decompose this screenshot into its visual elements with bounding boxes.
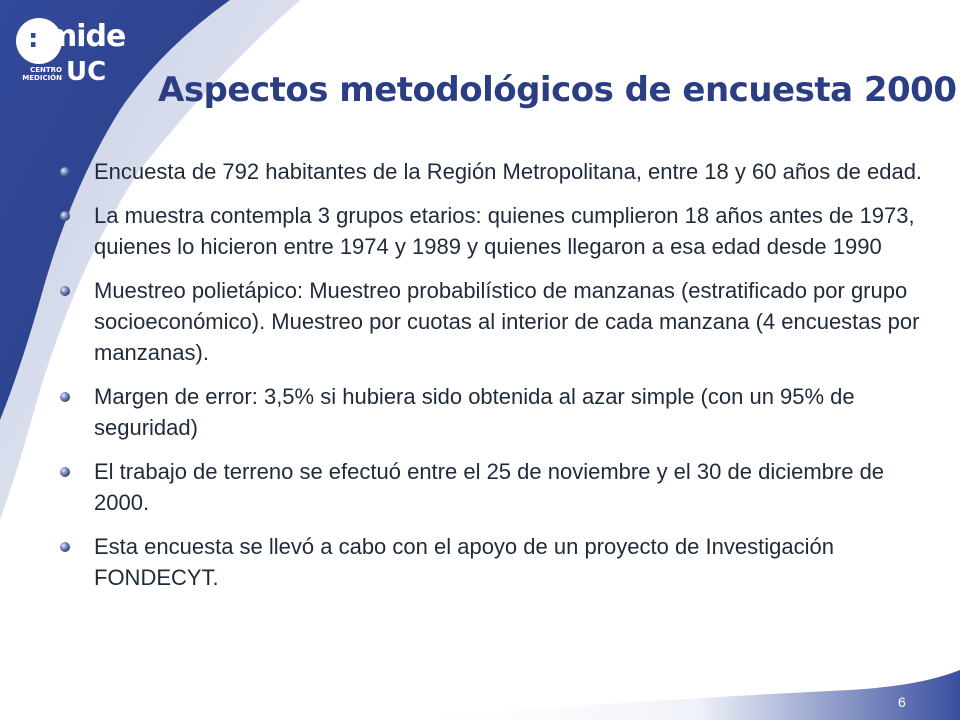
bullet-text: Esta encuesta se llevó a cabo con el apoyo de un proyecto de Investigación FONDECYT. [94, 534, 834, 590]
bullet-text: La muestra contempla 3 grupos etarios: quienes cumplieron 18 años antes de 1973, quienes lo hicieron entre 1974 y 1989 y quienes llegaron a esa edad desde 1990 [94, 203, 915, 259]
bullet-dot-icon [60, 286, 70, 296]
bullet-list [58, 156, 938, 606]
bullet-item [58, 381, 938, 443]
logo-colon: : [28, 24, 39, 54]
logo-uc-text: UC [66, 57, 107, 87]
logo-subtext-line2: MEDICIÓN [22, 74, 62, 82]
bullet-text: Margen de error: 3,5% si hubiera sido obtenida al azar simple (con un 95% de seguridad) [94, 384, 855, 440]
bullet-item [58, 531, 938, 593]
bullet-text: El trabajo de terreno se efectuó entre el 25 de noviembre y el 30 de diciembre de 2000. [94, 459, 885, 515]
logo-brand-text: mide [46, 19, 126, 54]
slide-title: Aspectos metodológicos de encuesta 2000 [158, 70, 957, 110]
bullet-dot-icon [60, 542, 70, 552]
bullet-dot-icon [60, 211, 70, 221]
bullet-dot-icon [60, 167, 70, 177]
bullet-text: Muestreo polietápico: Muestreo probabilístico de manzanas (estratificado por grupo socioeconómico). Muestreo por cuotas al interior de cada manzana (4 encuestas por manzanas). [94, 278, 920, 365]
bullet-item [58, 200, 938, 262]
mide-uc-logo [14, 14, 126, 87]
page-number: 6 [898, 694, 906, 710]
bullet-dot-icon [60, 467, 70, 477]
bullet-item [58, 456, 938, 518]
bullet-text: Encuesta de 792 habitantes de la Región Metropolitana, entre 18 y 60 años de edad. [94, 159, 923, 184]
logo-subtext [20, 66, 62, 82]
bullet-item [58, 275, 938, 368]
bullet-item [58, 156, 938, 187]
bullet-dot-icon [60, 392, 70, 402]
logo-subtext-line1: CENTRO [30, 66, 62, 74]
